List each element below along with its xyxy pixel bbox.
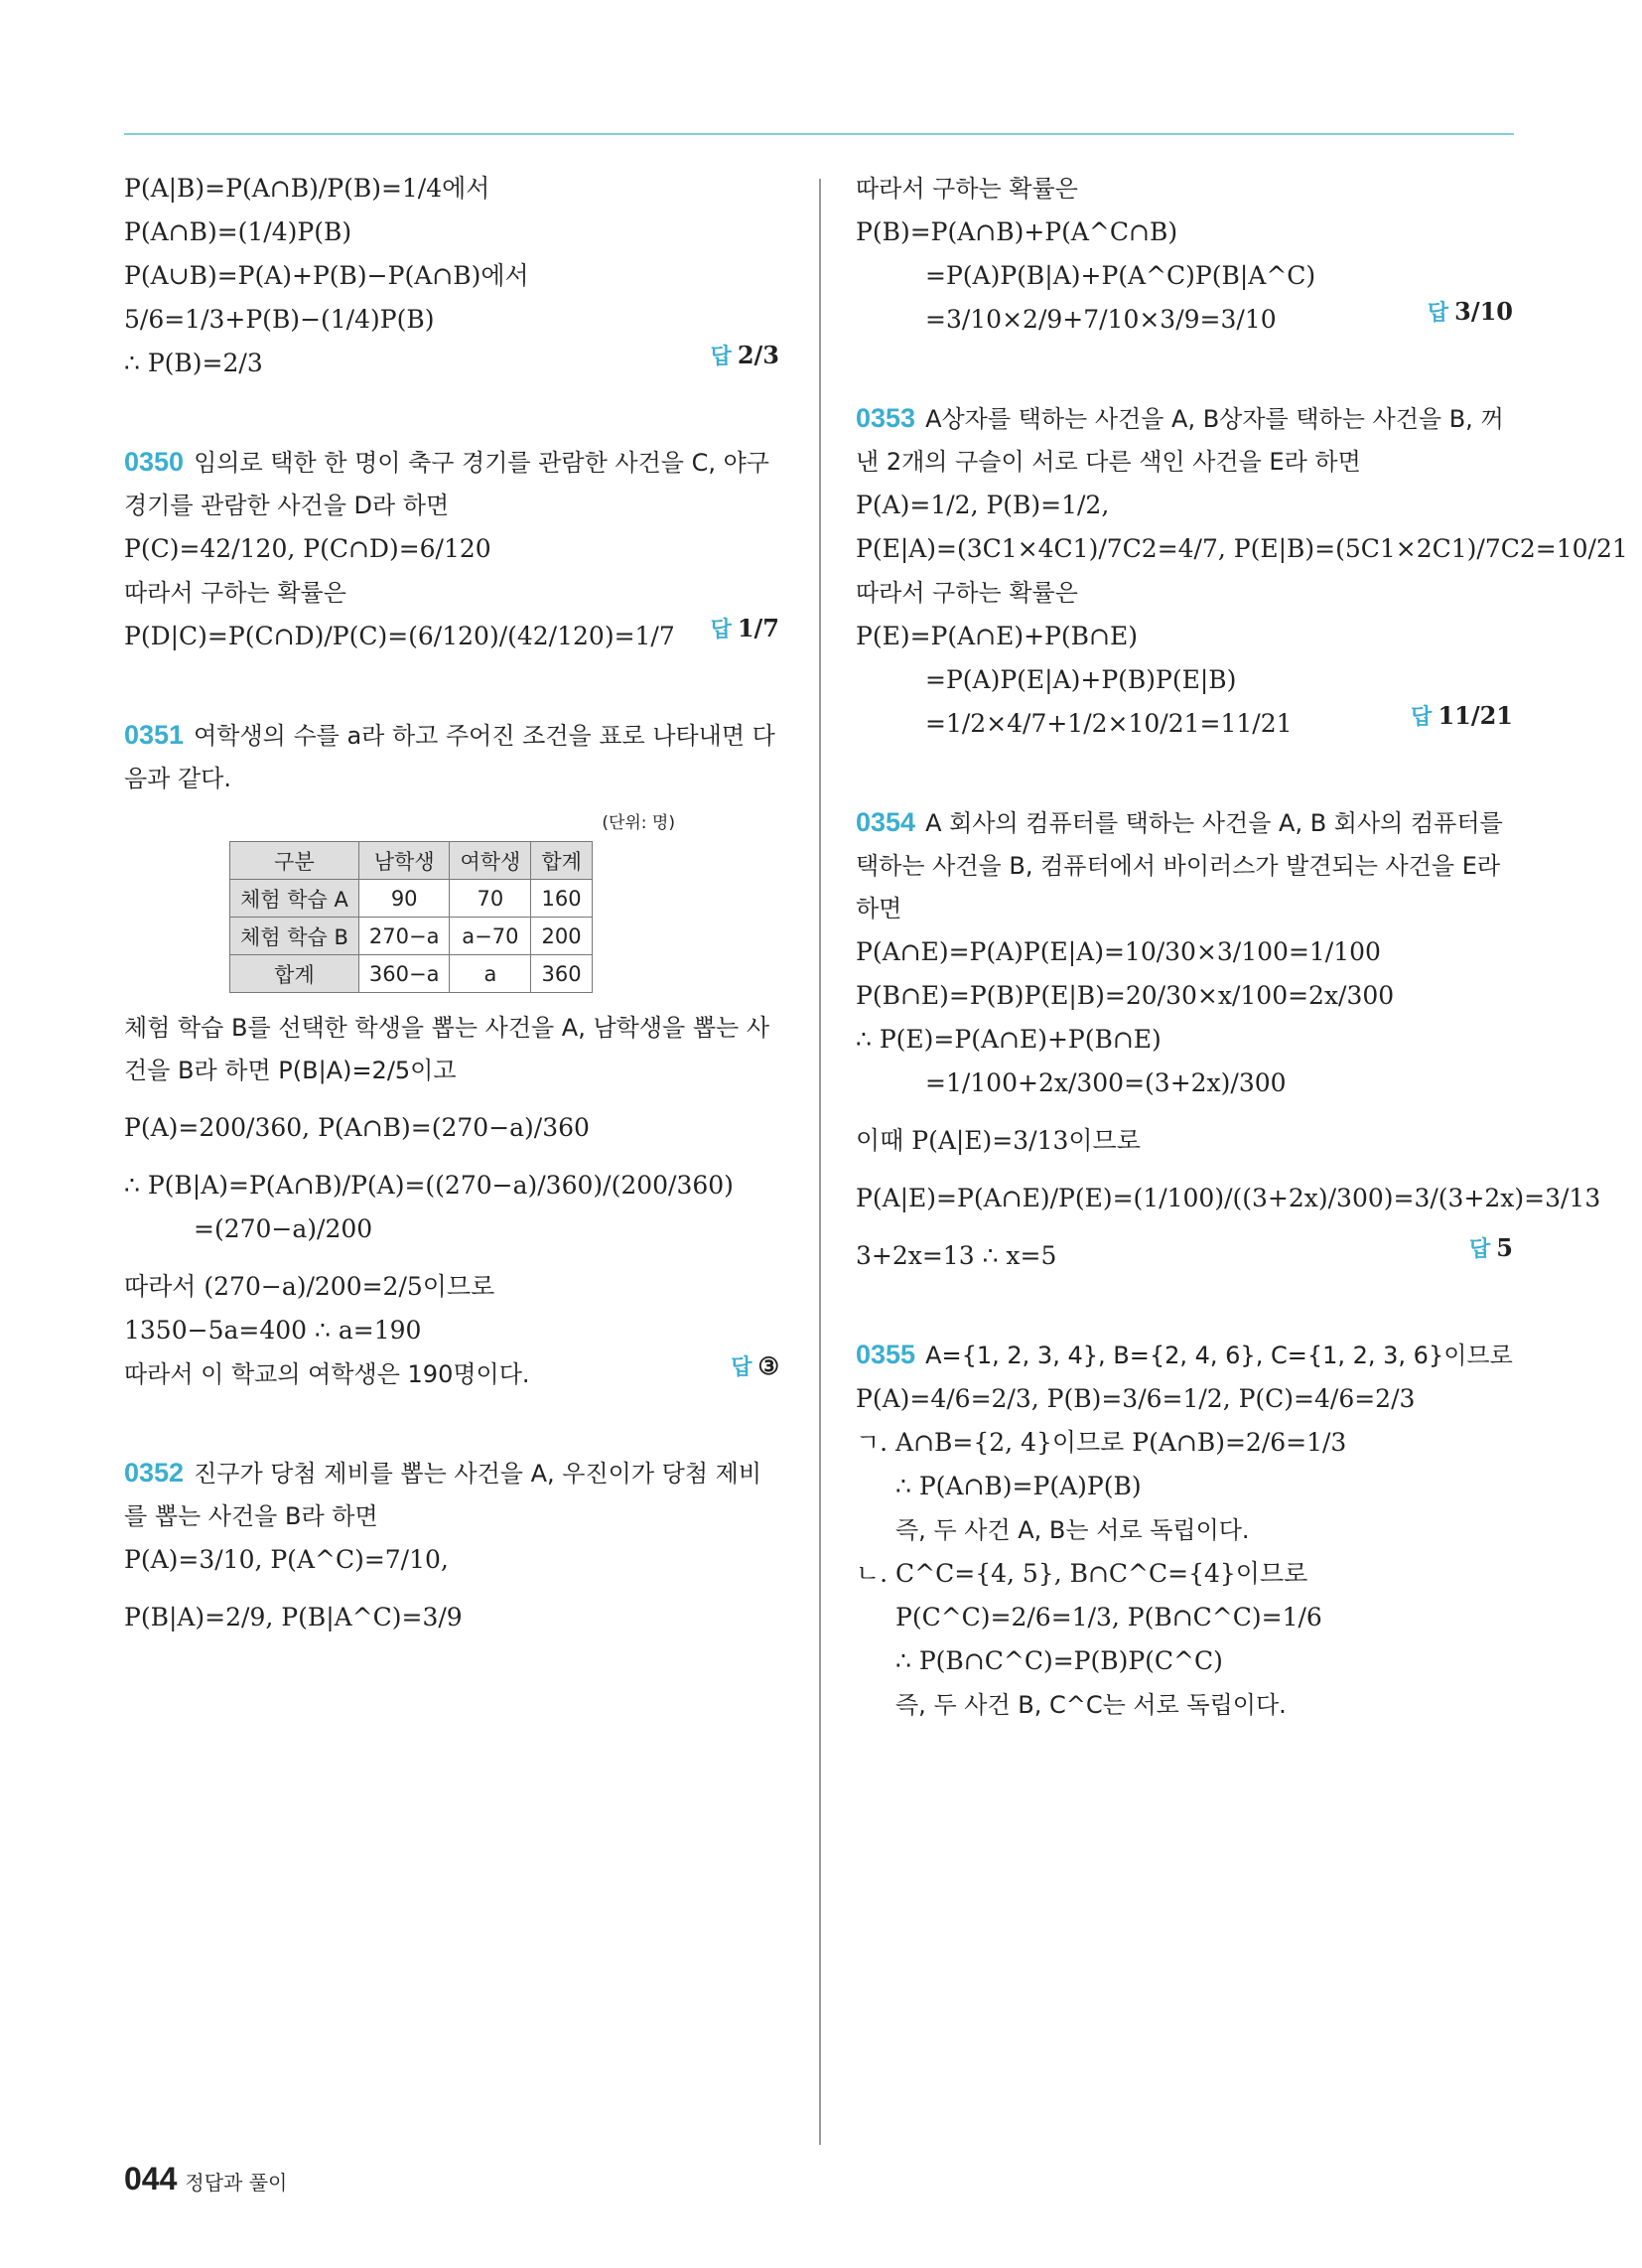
table-header-cell: 합계	[531, 842, 593, 880]
solution-line: P(B∩E)=P(B)P(E|B)=20/30×x/100=2x/300	[856, 981, 1395, 1010]
solution-line-text: P(D|C)=P(C∩D)/P(C)=(6/120)/(42/120)=1/7	[124, 622, 675, 650]
answer-value: 11/21	[1437, 701, 1513, 730]
solution-line: 5/6=1/3+P(B)−(1/4)P(B)	[124, 305, 435, 334]
problem-intro-text: 여학생의 수를 a라 하고 주어진 조건을 표로 나타내면 다음과 같다.	[124, 722, 775, 792]
solution-0354	[856, 801, 1601, 1278]
solution-line: P(A)=200/360, P(A∩B)=(270−a)/360	[124, 1113, 590, 1142]
answer-label: 답	[710, 345, 732, 369]
solution-line: ∴ P(E)=P(A∩E)+P(B∩E)	[856, 1025, 1162, 1054]
solution-line: P(A|B)=P(A∩B)/P(B)=1/4에서	[124, 174, 490, 203]
answer-label: 답	[710, 618, 732, 642]
table-cell: 200	[531, 918, 593, 955]
answer-box	[1411, 694, 1513, 740]
solution-line: ㄴ. C^C={4, 5}, B∩C^C={4}이므로	[856, 1559, 1308, 1588]
problem-intro	[856, 397, 1513, 484]
solution-line: P(A∪B)=P(A)+P(B)−P(A∩B)에서	[124, 261, 529, 290]
answer-box	[1428, 290, 1513, 336]
answer-label: 답	[1427, 301, 1449, 326]
solution-line-text: 따라서 이 학교의 여학생은 190명이다.	[124, 1360, 530, 1388]
solution-line	[124, 615, 779, 658]
solution-line: P(B|A)=2/9, P(B|A^C)=3/9	[124, 1603, 463, 1631]
problem-intro	[124, 714, 779, 800]
answer-label: 답	[1411, 705, 1433, 730]
solution-line: 즉, 두 사건 A, B는 서로 독립이다.	[895, 1516, 1250, 1544]
solution-line: 즉, 두 사건 B, C^C는 서로 독립이다.	[895, 1691, 1287, 1719]
problem-number: 0353	[856, 403, 916, 433]
solution-line-text: ∴ P(B)=2/3	[124, 349, 263, 377]
solution-line: 따라서 구하는 확률은	[856, 175, 1078, 203]
problem-intro	[856, 1334, 1513, 1377]
answer-value: 3/10	[1454, 297, 1513, 326]
solution-line	[856, 298, 1513, 342]
answer-box	[711, 607, 779, 652]
solution-0351	[124, 714, 779, 1396]
solution-line: =P(A)P(B|A)+P(A^C)P(B|A^C)	[925, 261, 1316, 290]
solution-line: P(A)=3/10, P(A^C)=7/10,	[124, 1545, 449, 1574]
problem-number: 0351	[124, 720, 185, 750]
solution-line: 이때 P(A|E)=3/13이므로	[856, 1126, 1141, 1155]
solution-line: P(A∩B)=(1/4)P(B)	[124, 217, 352, 246]
solution-line: P(A|E)=P(A∩E)/P(E)=(1/100)/((3+2x)/300)=3/(3+2x)=3/13	[856, 1184, 1601, 1212]
table-cell: a	[450, 955, 531, 993]
footer-label: 정답과 풀이	[185, 2171, 288, 2195]
answer-value: 5	[1496, 1233, 1513, 1262]
solution-line: 따라서 (270−a)/200=2/5이므로	[124, 1272, 495, 1301]
problem-intro-text: 임의로 택한 한 명이 축구 경기를 관람한 사건을 C, 야구 경기를 관람한 사건을 D라 하면	[124, 449, 769, 519]
answer-label: 답	[731, 1355, 753, 1380]
solution-line: =P(A)P(E|A)+P(B)P(E|B)	[925, 665, 1237, 694]
problem-intro	[124, 441, 779, 527]
table-header-cell: 남학생	[358, 842, 450, 880]
solution-line	[124, 342, 779, 385]
answer-box	[731, 1345, 779, 1390]
page-number: 044	[124, 2161, 178, 2197]
table-cell: 합계	[230, 955, 359, 993]
solution-line: 따라서 구하는 확률은	[124, 579, 346, 607]
column-divider	[819, 179, 821, 2145]
solution-0352	[124, 1452, 779, 1639]
problem-number: 0352	[124, 1458, 185, 1488]
answer-value: 1/7	[737, 614, 779, 642]
solution-line: ∴ P(B|A)=P(A∩B)/P(A)=((270−a)/360)/(200/360)	[124, 1171, 734, 1200]
table-cell: 70	[450, 880, 531, 918]
solution-line	[856, 702, 1513, 746]
solution-line: P(C^C)=2/6=1/3, P(B∩C^C)=1/6	[895, 1603, 1322, 1631]
solution-line: P(B)=P(A∩B)+P(A^C∩B)	[856, 217, 1178, 246]
solution-0349-continued	[124, 167, 779, 385]
data-table	[229, 841, 593, 993]
answer-box	[1469, 1226, 1513, 1272]
table-row	[230, 918, 593, 955]
solution-line: P(A)=1/2, P(B)=1/2,	[856, 491, 1110, 519]
solution-line: ∴ P(B∩C^C)=P(B)P(C^C)	[895, 1646, 1223, 1675]
solution-line: 따라서 구하는 확률은	[856, 579, 1078, 607]
problem-intro-text: 진구가 당첨 제비를 뽑는 사건을 A, 우진이가 당첨 제비를 뽑는 사건을 B라 하면	[124, 1460, 762, 1530]
page-footer	[124, 2161, 287, 2197]
solution-0352-continued	[856, 167, 1513, 342]
table-cell: 90	[358, 880, 450, 918]
solution-line: P(E)=P(A∩E)+P(B∩E)	[856, 622, 1138, 650]
table-header-row	[230, 842, 593, 880]
solution-line: 체험 학습 B를 선택한 학생을 뽑는 사건을 A, 남학생을 뽑는 사건을 B라 하면 P(B|A)=2/5이고	[124, 1014, 770, 1084]
table-cell: 체험 학습 B	[230, 918, 359, 955]
solution-0355	[856, 1334, 1513, 1727]
answer-label: 답	[1469, 1237, 1491, 1262]
solution-0350	[124, 441, 779, 658]
solution-line: =(270−a)/200	[194, 1214, 373, 1243]
header-rule	[124, 133, 1514, 135]
answer-value: 2/3	[737, 341, 779, 369]
table-cell: 160	[531, 880, 593, 918]
problem-number: 0355	[856, 1340, 916, 1369]
solution-line	[856, 1234, 1513, 1278]
table-cell: 360	[531, 955, 593, 993]
solution-line: ∴ P(A∩B)=P(A)P(B)	[895, 1472, 1142, 1500]
solution-line: P(A∩E)=P(A)P(E|A)=10/30×3/100=1/100	[856, 937, 1381, 966]
answer-value: ③	[757, 1351, 779, 1380]
problem-intro	[124, 1452, 779, 1538]
left-column	[124, 167, 779, 1639]
problem-number: 0354	[856, 807, 916, 837]
problem-number: 0350	[124, 447, 185, 477]
table-header-cell: 여학생	[450, 842, 531, 880]
table-header-cell: 구분	[230, 842, 359, 880]
table-cell: 체험 학습 A	[230, 880, 359, 918]
solution-line	[124, 1352, 779, 1396]
solution-line: P(C)=42/120, P(C∩D)=6/120	[124, 534, 491, 563]
table-row	[230, 880, 593, 918]
solution-line-text: =3/10×2/9+7/10×3/9=3/10	[925, 305, 1277, 334]
solution-line: =1/100+2x/300=(3+2x)/300	[925, 1068, 1287, 1097]
solution-line: ㄱ. A∩B={2, 4}이므로 P(A∩B)=2/6=1/3	[856, 1428, 1347, 1457]
table-row	[230, 955, 593, 993]
right-column	[856, 167, 1628, 1727]
table-cell: 270−a	[358, 918, 450, 955]
solution-line-text: =1/2×4/7+1/2×10/21=11/21	[925, 709, 1293, 738]
solution-line: P(E|A)=(3C1×4C1)/7C2=4/7, P(E|B)=(5C1×2C1)/7C2=10/21	[856, 534, 1628, 563]
solution-0353	[856, 397, 1628, 746]
solution-line: 1350−5a=400 ∴ a=190	[124, 1316, 422, 1345]
problem-intro-text: A상자를 택하는 사건을 A, B상자를 택하는 사건을 B, 꺼낸 2개의 구슬이 서로 다른 색인 사건을 E라 하면	[856, 405, 1504, 476]
table-cell: a−70	[450, 918, 531, 955]
solution-line-text: 3+2x=13 ∴ x=5	[856, 1241, 1057, 1270]
answer-box	[711, 334, 779, 379]
problem-intro	[856, 801, 1513, 930]
solution-line: P(A)=4/6=2/3, P(B)=3/6=1/2, P(C)=4/6=2/3	[856, 1384, 1416, 1413]
problem-intro-text: A={1, 2, 3, 4}, B={2, 4, 6}, C={1, 2, 3, 6}이므로	[925, 1342, 1513, 1369]
table-unit-note: (단위: 명)	[602, 813, 675, 833]
table-cell: 360−a	[358, 955, 450, 993]
problem-intro-text: A 회사의 컴퓨터를 택하는 사건을 A, B 회사의 컴퓨터를 택하는 사건을 B, 컴퓨터에서 바이러스가 발견되는 사건을 E라 하면	[856, 809, 1503, 922]
